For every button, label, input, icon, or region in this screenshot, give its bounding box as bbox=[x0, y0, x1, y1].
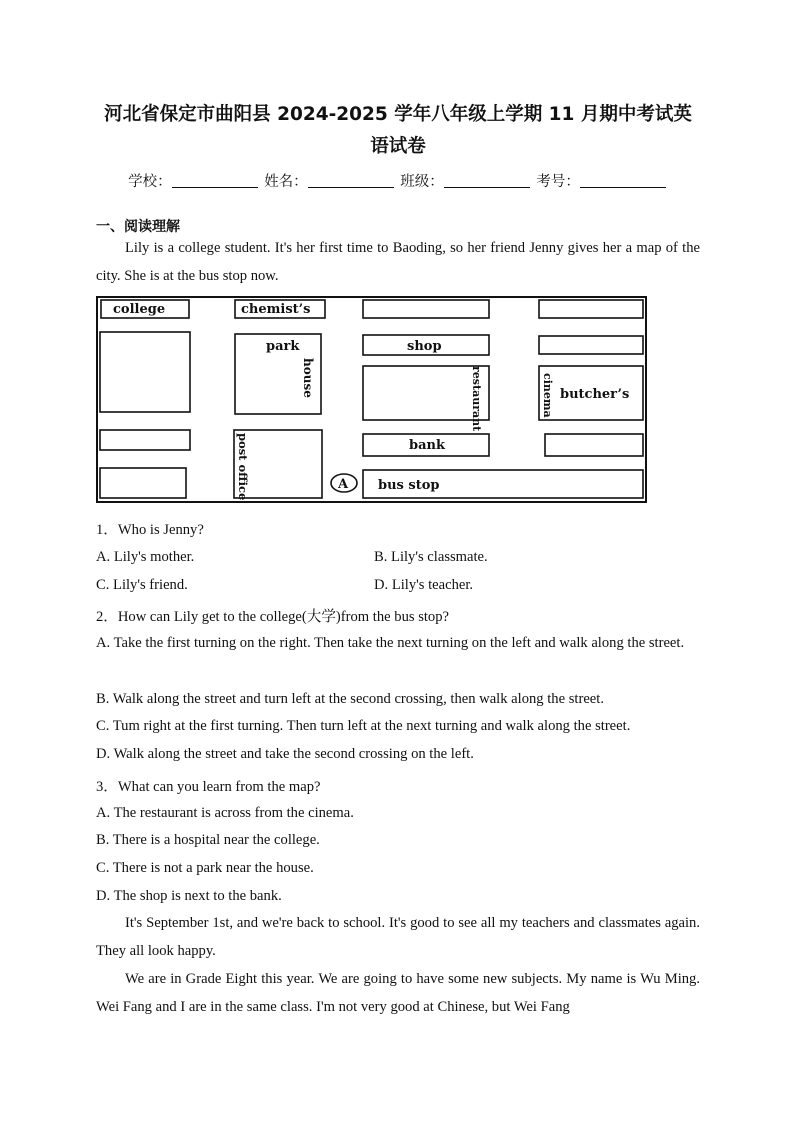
location-marker-label: A bbox=[338, 477, 349, 492]
chemists-label: chemist’s bbox=[241, 302, 311, 317]
q1-option-c[interactable]: C. Lily's friend. bbox=[96, 577, 188, 593]
school-blank[interactable] bbox=[172, 173, 258, 188]
restaurant-label: restaurant bbox=[470, 366, 483, 432]
college-label: college bbox=[113, 302, 166, 317]
park-label: park bbox=[266, 339, 300, 354]
bus-stop-label: bus stop bbox=[378, 478, 440, 493]
class-blank[interactable] bbox=[444, 173, 530, 188]
q3-option-b[interactable]: B. There is a hospital near the college. bbox=[96, 832, 320, 848]
house-label: house bbox=[301, 358, 315, 398]
school-label: 学校： bbox=[128, 174, 172, 190]
cinema-label: cinema bbox=[541, 373, 554, 418]
q3-option-c[interactable]: C. There is not a park near the house. bbox=[96, 860, 314, 876]
q1-option-d[interactable]: D. Lily's teacher. bbox=[374, 577, 474, 593]
name-blank[interactable] bbox=[308, 173, 394, 188]
exam-title bbox=[96, 99, 700, 163]
q1-option-a[interactable]: A. Lily's mother. bbox=[96, 549, 195, 565]
title-line-1: 河北省保定市曲阳县 2024-2025 学年八年级上学期 11 月期中考试英 bbox=[104, 104, 692, 125]
q2-option-a[interactable]: A. Take the first turning on the right. Then take the next turning on the left and walk along the street. bbox=[96, 635, 685, 651]
post-office-label: post office bbox=[236, 433, 250, 501]
q3-option-a[interactable]: A. The restaurant is across from the cinema. bbox=[96, 805, 354, 821]
butchers-label: butcher’s bbox=[560, 387, 630, 402]
student-info-fields bbox=[96, 170, 700, 191]
exam-number-label: 考号： bbox=[536, 174, 580, 190]
passage-2-paragraph-2: We are in Grade Eight this year. We are going to have some new subjects. My name is Wu Ming. Wei Fang and I are in the same class. I'm not very good at Chinese, but Wei Fang bbox=[96, 971, 700, 1015]
shop-label: shop bbox=[407, 339, 442, 354]
exam-number-blank[interactable] bbox=[580, 173, 666, 188]
bank-label: bank bbox=[409, 438, 445, 453]
section-heading: 一、阅读理解 bbox=[96, 219, 180, 235]
question-2: 2．How can Lily get to the college(大学)from the bus stop? bbox=[96, 609, 450, 625]
q1-option-b[interactable]: B. Lily's classmate. bbox=[374, 549, 488, 565]
passage-1: Lily is a college student. It's her first time to Baoding, so her friend Jenny gives her a map of the city. She is at the bus stop now. bbox=[96, 240, 700, 284]
q2-option-c[interactable]: C. Tum right at the first turning. Then turn left at the next turning and walk along the street. bbox=[96, 718, 631, 734]
class-label: 班级： bbox=[400, 174, 444, 190]
name-label: 姓名： bbox=[264, 174, 308, 190]
passage-2-paragraph-1: It's September 1st, and we're back to school. It's good to see all my teachers and classmates again. They all look happy. bbox=[96, 915, 700, 959]
question-3: 3．What can you learn from the map? bbox=[96, 779, 321, 795]
q2-option-b[interactable]: B. Walk along the street and turn left at the second crossing, then walk along the street. bbox=[96, 691, 604, 707]
q2-option-d[interactable]: D. Walk along the street and take the second crossing on the left. bbox=[96, 746, 474, 762]
title-line-2: 语试卷 bbox=[370, 136, 426, 157]
city-map bbox=[96, 296, 648, 506]
q3-option-d[interactable]: D. The shop is next to the bank. bbox=[96, 888, 282, 904]
question-1: 1．Who is Jenny? bbox=[96, 522, 204, 538]
